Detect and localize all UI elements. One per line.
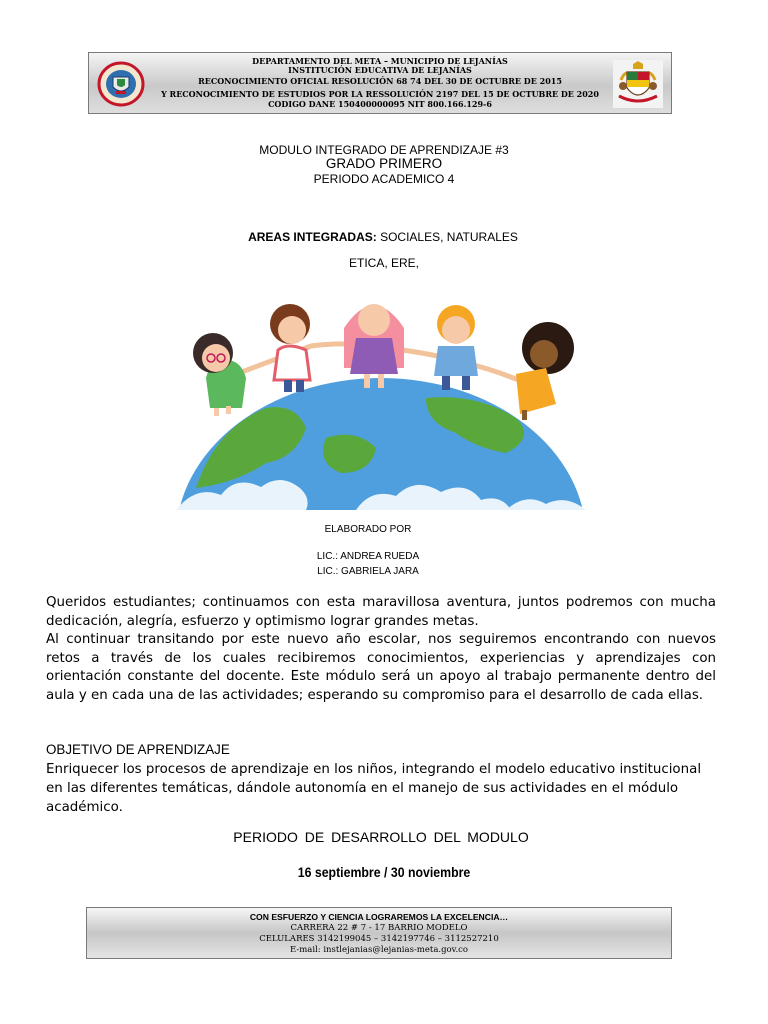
development-period-heading: PERIODO DE DESARROLLO DEL MODULO bbox=[233, 829, 529, 845]
development-dates: 16 septiembre / 30 noviembre bbox=[297, 864, 471, 880]
child-figure bbox=[270, 304, 310, 392]
author-name: LIC.: GABRIELA JARA bbox=[317, 566, 419, 577]
areas-value: SOCIALES, NATURALES bbox=[376, 230, 518, 244]
header-recognition: RECONOCIMIENTO OFICIAL RESOLUCIÓN 68 74 DEL 30 DE OCTUBRE DE 2015 bbox=[198, 76, 562, 86]
child-figure bbox=[193, 333, 246, 416]
footer-email: E-mail: instlejanias@lejanias-meta.gov.co bbox=[289, 945, 469, 955]
header-resolution: Y RECONOCIMIENTO DE ESTUDIOS POR LA RESSOLUCIÓN 2197 DEL 15 DE OCTUBRE DE 2020 bbox=[161, 89, 599, 99]
document-header bbox=[88, 52, 672, 114]
child-figure bbox=[434, 305, 478, 390]
child-figure bbox=[516, 322, 574, 420]
child-figure bbox=[344, 304, 404, 388]
document-footer bbox=[86, 907, 672, 959]
municipal-coat-of-arms-logo bbox=[613, 60, 663, 108]
header-dane-nit: CODIGO DANE 150400000095 NIT 800.166.129-6 bbox=[268, 99, 492, 109]
elaborated-by-label: ELABORADO POR bbox=[324, 524, 412, 535]
intro-paragraph: Al continuar transitando por este nuevo año escolar, nos seguiremos encontrando con nuevos retos a través de los cuales recibiremos conocimientos, experiencias y aprendizajes con orientación constante del docente. Este módulo será un apoyo al trabajo permanente dentro del aula y en cada una de las actividades; esperando su compromiso para el desarrollo de cada ellas. bbox=[46, 632, 716, 703]
grade-title: GRADO PRIMERO bbox=[325, 156, 443, 171]
introduction-text bbox=[46, 594, 716, 705]
integrated-areas-continued: ETICA, ERE, bbox=[348, 256, 419, 270]
objective-heading: OBJETIVO DE APRENDIZAJE bbox=[46, 742, 230, 757]
objective-text: Enriquecer los procesos de aprendizaje en los niños, integrando el modelo educativo institucional en las diferentes temáticas, dándole autonomía en el manejo de sus actividades en el módulo académico. bbox=[46, 762, 702, 815]
header-department: DEPARTAMENTO DEL META – MUNICIPIO DE LEJANÍAS bbox=[252, 56, 508, 66]
footer-phones: CELULARES 3142199045 – 3142197746 – 3112527210 bbox=[259, 934, 499, 944]
author-name: LIC.: ANDREA RUEDA bbox=[316, 551, 420, 562]
academic-period: PERIODO ACADEMICO 4 bbox=[313, 172, 455, 186]
footer-motto: CON ESFUERZO Y CIENCIA LOGRAREMOS LA EXCELENCIA… bbox=[249, 912, 509, 922]
module-title: MODULO INTEGRADO DE APRENDIZAJE #3 bbox=[259, 143, 509, 157]
children-globe-illustration bbox=[176, 288, 586, 510]
intro-paragraph: Queridos estudiantes; continuamos con esta maravillosa aventura, juntos podremos con mucha dedicación, alegría, esfuerzo y optimismo lograr grandes metas. bbox=[46, 595, 716, 629]
header-institution: INSTITUCIÓN EDUCATIVA DE LEJANÍAS bbox=[288, 65, 472, 75]
areas-label: AREAS INTEGRADAS: bbox=[248, 230, 377, 244]
integrated-areas bbox=[0, 230, 767, 244]
footer-address: CARRERA 22 # 7 - 17 BARRIO MODELO bbox=[290, 923, 468, 933]
